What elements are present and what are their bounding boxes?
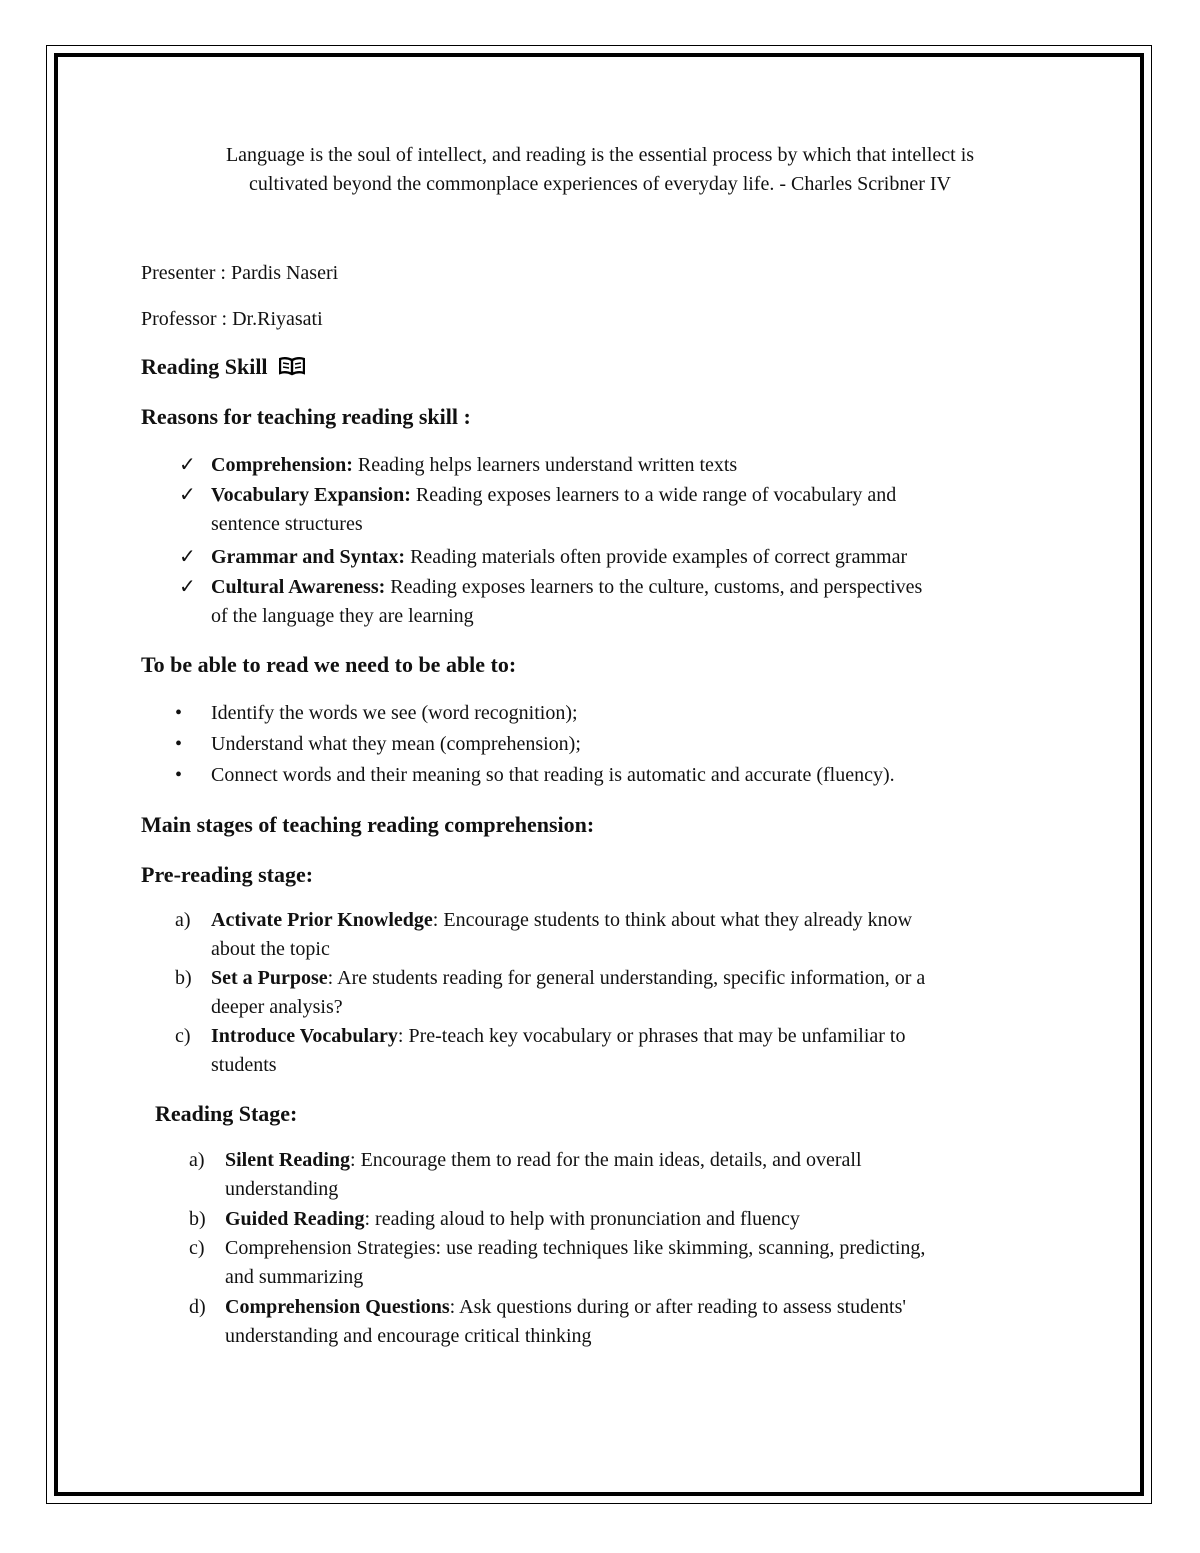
stage-text: Comprehension Strategies: use reading techniques like skimming, scanning, predicting, xyxy=(225,1237,926,1259)
stage-term: Introduce Vocabulary xyxy=(211,1025,398,1047)
list-item-text xyxy=(225,1146,862,1175)
pre-reading-heading: Pre-reading stage: xyxy=(141,862,314,887)
list-item-text xyxy=(211,573,922,602)
bullet-icon: • xyxy=(175,733,183,755)
reason-term: Grammar and Syntax: xyxy=(211,546,406,568)
list-item xyxy=(155,1293,1065,1352)
list-item-text xyxy=(225,1205,800,1234)
stage-term: Guided Reading xyxy=(225,1208,365,1230)
stage-text-continued: about the topic xyxy=(211,938,330,960)
checkmark-icon: ✓ xyxy=(179,576,196,598)
stage-text: : Encourage students to think about what they already know xyxy=(432,909,913,931)
list-marker: c) xyxy=(189,1237,205,1259)
stage-text-continued: understanding xyxy=(225,1178,339,1200)
page-title-text: Reading Skill xyxy=(141,354,268,379)
stage-term: Activate Prior Knowledge xyxy=(211,909,433,931)
checkmark-icon: ✓ xyxy=(179,454,196,476)
checkmark-icon: ✓ xyxy=(179,546,196,568)
list-item-text xyxy=(211,543,907,572)
list-item-text xyxy=(211,481,896,510)
stage-term: Comprehension Questions xyxy=(225,1296,450,1318)
reading-stage-list xyxy=(155,1146,1065,1352)
page-title xyxy=(141,353,305,381)
list-item-text: Connect words and their meaning so that reading is automatic and accurate (fluency). xyxy=(211,764,895,786)
list-marker: a) xyxy=(189,1149,205,1171)
reasons-heading: Reasons for teaching reading skill : xyxy=(141,404,471,429)
list-item xyxy=(141,481,1061,543)
list-item xyxy=(141,543,1061,573)
professor-line: Professor : Dr.Riyasati xyxy=(141,308,323,330)
reason-text-continued: sentence structures xyxy=(211,513,363,535)
stage-text-continued: understanding and encourage critical thinking xyxy=(225,1325,592,1347)
reason-text: Reading exposes learners to a wide range of vocabulary and xyxy=(410,484,897,506)
stage-text-continued: students xyxy=(211,1054,277,1076)
reason-text-continued: of the language they are learning xyxy=(211,605,474,627)
list-item xyxy=(141,730,1061,761)
reason-term: Vocabulary Expansion: xyxy=(211,484,411,506)
reason-term: Cultural Awareness: xyxy=(211,576,386,598)
list-item xyxy=(155,1205,1065,1234)
list-item xyxy=(141,1022,1061,1080)
stages-heading: Main stages of teaching reading comprehension: xyxy=(141,812,595,837)
list-marker: b) xyxy=(175,967,192,989)
quote-line-2: cultivated beyond the commonplace experiences of everyday life. - Charles Scribner IV xyxy=(249,173,951,195)
list-item-text xyxy=(211,906,912,935)
need-list xyxy=(141,699,1061,792)
list-item-text xyxy=(225,1234,925,1263)
list-item xyxy=(141,906,1061,964)
stage-text-continued: deeper analysis? xyxy=(211,996,343,1018)
list-item-text xyxy=(211,451,737,480)
need-heading: To be able to read we need to be able to: xyxy=(141,652,517,677)
reason-term: Comprehension: xyxy=(211,454,353,476)
checkmark-icon: ✓ xyxy=(179,484,196,506)
presenter-line: Presenter : Pardis Naseri xyxy=(141,262,339,284)
reasons-list xyxy=(141,451,1061,635)
list-item xyxy=(141,573,1061,635)
stage-text: : Are students reading for general understanding, specific information, or a xyxy=(327,967,926,989)
bullet-icon: • xyxy=(175,702,183,724)
list-item xyxy=(155,1146,1065,1205)
reason-text: Reading materials often provide examples of correct grammar xyxy=(405,546,908,568)
list-item xyxy=(141,964,1061,1022)
list-marker: d) xyxy=(189,1296,206,1318)
list-marker: c) xyxy=(175,1025,191,1047)
list-item xyxy=(155,1234,1065,1293)
list-item xyxy=(141,761,1061,792)
quote-line-1: Language is the soul of intellect, and reading is the essential process by which that intellect is xyxy=(225,144,975,166)
stage-text-continued: and summarizing xyxy=(225,1266,364,1288)
open-book-icon xyxy=(279,356,305,376)
stage-text: : Pre-teach key vocabulary or phrases that may be unfamiliar to xyxy=(397,1025,906,1047)
pre-reading-list xyxy=(141,906,1061,1080)
list-item-text xyxy=(225,1293,906,1322)
list-marker: b) xyxy=(189,1208,206,1230)
list-item xyxy=(141,699,1061,730)
list-item-text: Understand what they mean (comprehension); xyxy=(211,733,581,755)
list-item-text xyxy=(211,1022,905,1051)
reason-text: Reading helps learners understand written texts xyxy=(352,454,738,476)
quote-block xyxy=(150,141,1050,199)
list-item-text: Identify the words we see (word recognition); xyxy=(211,702,578,724)
reading-stage-heading: Reading Stage: xyxy=(155,1101,298,1126)
stage-term: Silent Reading xyxy=(225,1149,351,1171)
list-item xyxy=(141,451,1061,481)
stage-term: Set a Purpose xyxy=(211,967,328,989)
reason-text: Reading exposes learners to the culture, customs, and perspectives xyxy=(385,576,923,598)
list-item-text xyxy=(211,964,925,993)
stage-text: : reading aloud to help with pronunciation and fluency xyxy=(364,1208,800,1230)
stage-text: : Encourage them to read for the main ideas, details, and overall xyxy=(350,1149,862,1171)
bullet-icon: • xyxy=(175,764,183,786)
list-marker: a) xyxy=(175,909,191,931)
stage-text: : Ask questions during or after reading to assess students' xyxy=(449,1296,906,1318)
